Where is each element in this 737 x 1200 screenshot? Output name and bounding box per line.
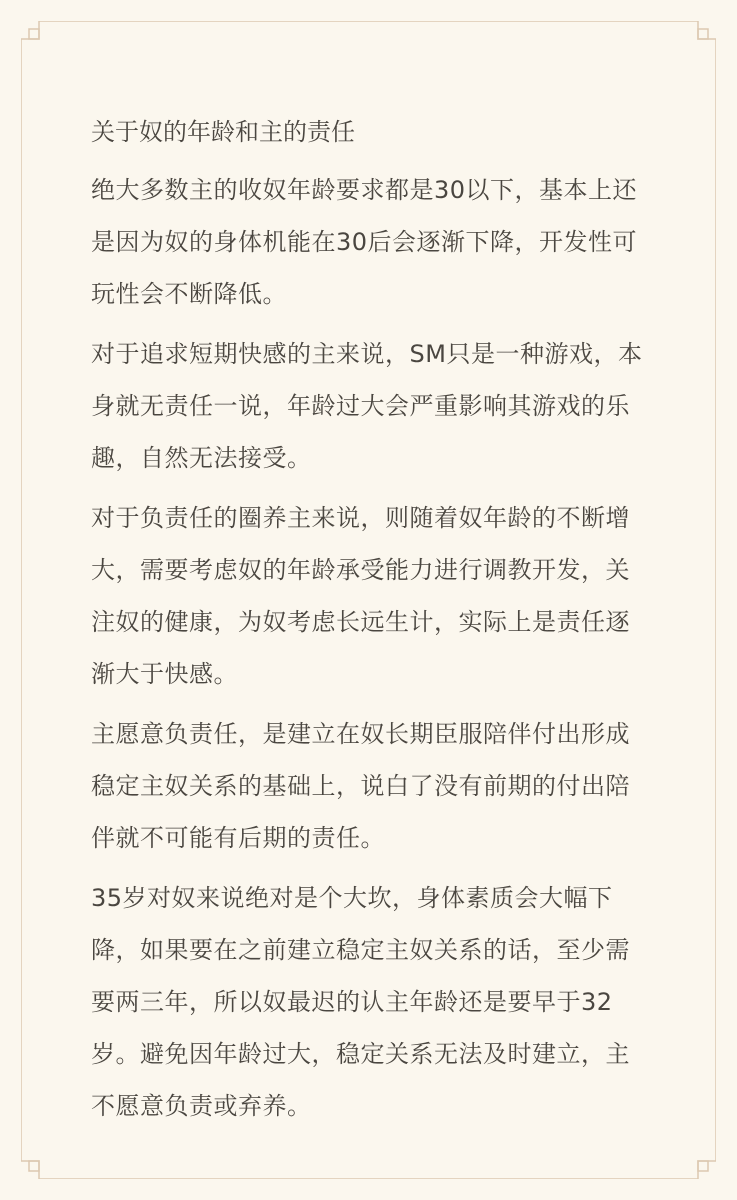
article-paragraph: 绝大多数主的收奴年龄要求都是30以下，基本上还是因为奴的身体机能在30后会逐渐下降，开发性可玩性会不断降低。 — [91, 176, 638, 308]
article-paragraph: 35岁对奴来说绝对是个大坎，身体素质会大幅下降，如果要在之前建立稳定主奴关系的话，至少需要两三年，所以奴最迟的认主年龄还是要早于32岁。避免因年龄过大，稳定关系无法及时建立，主不愿意负责或弃养。 — [91, 884, 630, 1120]
article-title: 关于奴的年龄和主的责任 — [91, 118, 355, 146]
article-paragraph: 对于负责任的圈养主来说，则随着奴年龄的不断增大，需要考虑奴的年龄承受能力进行调教开发，关注奴的健康，为奴考虑长远生计，实际上是责任逐渐大于快感。 — [91, 504, 630, 688]
article-paragraph: 主愿意负责任，是建立在奴长期臣服陪伴付出形成稳定主奴关系的基础上，说白了没有前期的付出陪伴就不可能有后期的责任。 — [91, 720, 630, 852]
article-paragraph: 对于追求短期快感的主来说，SM只是一种游戏，本身就无责任一说，年龄过大会严重影响其游戏的乐趣，自然无法接受。 — [91, 340, 643, 472]
article-content — [91, 112, 651, 1140]
